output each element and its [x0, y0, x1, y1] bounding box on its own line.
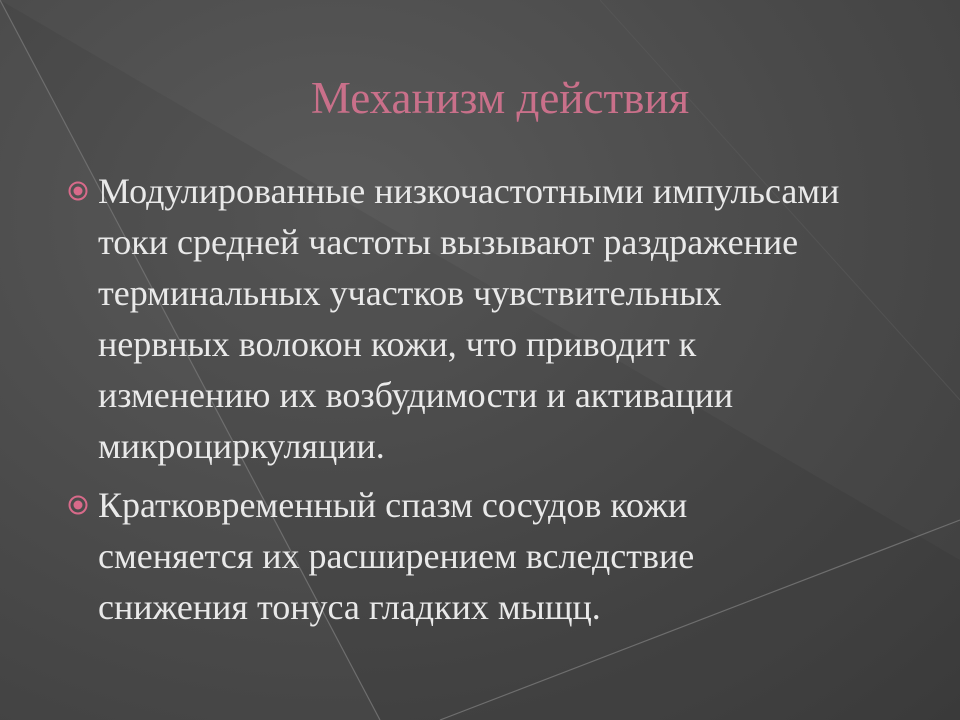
bullet-line: нервных волокон кожи, что приводит к [98, 324, 697, 364]
bullet-line: Кратковременный спазм сосудов кожи [98, 485, 688, 525]
target-circle-icon [66, 493, 90, 517]
bullet-item [62, 480, 942, 633]
bullet-line: изменению их возбудимости и активации [98, 375, 734, 415]
bullet-text [98, 480, 942, 633]
bullet-line: Модулированные низкочастотными импульсами [98, 171, 840, 211]
slide-title: Механизм действия [310, 73, 690, 123]
bullet-line: снижения тонуса гладких мыщц. [98, 587, 601, 627]
bullet-line: микроциркуляции. [98, 426, 385, 466]
bullet-text [98, 166, 942, 472]
bullet-line: токи средней частоты вызывают раздражение [98, 222, 799, 262]
bullet-item [62, 166, 942, 472]
bullet-list [62, 166, 942, 641]
bullet-line: сменяется их расширением вследствие [98, 536, 695, 576]
bullet-line: терминальных участков чувствительных [98, 273, 722, 313]
target-circle-icon [66, 179, 90, 203]
